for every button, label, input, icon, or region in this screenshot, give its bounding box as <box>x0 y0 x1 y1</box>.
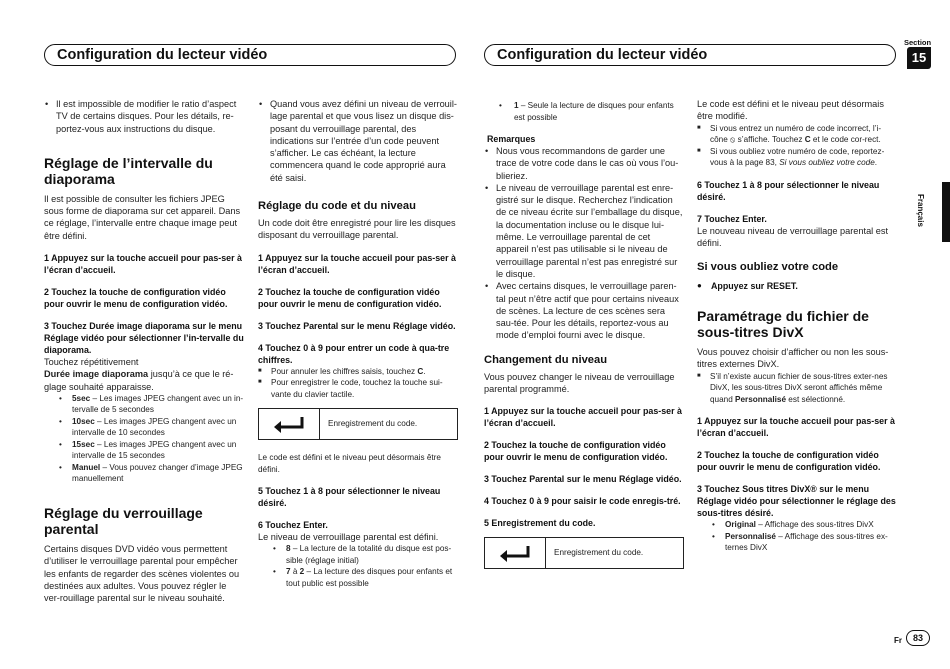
divx-note: ■ S’il n’existe aucun fichier de sous-titres exter-nes DivX, les sous-titres DivX seront affichés même quand Personnalisé est sélectionné. <box>697 371 897 406</box>
heading-oubliez: Si vous oubliez votre code <box>697 261 839 274</box>
note-1: • Nous vous recommandons de garder une trace de votre code dans le cas où vous l’ou-blieriez. <box>484 145 684 182</box>
code-step-2: 2 Touchez la touche de configuration vidéo pour ouvrir le menu de configuration vidéo. <box>258 286 442 309</box>
code-step-3: 3 Touchez Parental sur le menu Réglage vidéo. <box>258 320 456 331</box>
divx-text: Vous pouvez choisir d’afficher ou non les sous-titres externes DivX. <box>697 347 889 370</box>
page-number: 83 <box>906 630 930 646</box>
option-10sec: • 10sec – Les images JPEG changent avec un intervalle de 10 secondes <box>44 416 244 439</box>
change-step-4: 4 Touchez 0 à 9 pour saisir le code enregis-tré. <box>484 496 681 507</box>
language-tab-marker <box>942 182 950 242</box>
change-step-2: 2 Touchez la touche de configuration vidéo pour ouvrir le menu de configuration vidéo. <box>484 440 668 463</box>
change-step-1: 1 Appuyez sur la touche accueil pour pas-ser à l’écran d’accueil. <box>484 406 682 429</box>
option-5sec: • 5sec – Les images JPEG changent avec un in-tervalle de 5 secondes <box>44 393 244 416</box>
enter-key-icon <box>485 538 546 568</box>
step3-detail: Durée image diaporama jusqu’à ce que le ré-glage souhaité apparaisse. <box>44 369 234 392</box>
cancel-note: ■ Pour annuler les chiffres saisis, touchez C. <box>258 366 458 378</box>
verrouillage-text: Certains disques DVD vidéo vous permettent d’utiliser le verrouillage parental pour empêcher les enfants de regarder des scènes violentes ou destinées aux adultes. Vous pouvez régler le ver-rouillage parental sur le niveau souhaité. <box>44 543 240 604</box>
code-step-1: 1 Appuyez sur la touche accueil pour pas-ser à l’écran d’accueil. <box>258 252 456 275</box>
remarques-heading: Remarques <box>487 134 536 144</box>
column-1 <box>44 98 244 604</box>
footer-language: Fr <box>894 636 902 645</box>
enter-key-box <box>258 408 458 440</box>
intro-bullet: • Il est impossible de modifier le ratio d’aspect TV de certains disques. Pour les détails, re-portez-vous aux instructions du disque. <box>44 98 244 135</box>
level-1: • 1 – Seule la lecture de disques pour enfants est possible <box>484 100 684 123</box>
prohibited-icon: ⦸ <box>730 135 736 145</box>
right-header-title: Configuration du lecteur vidéo <box>484 44 896 66</box>
divx-option-original: • Original – Affichage des sous-titres DivX <box>697 519 897 531</box>
after-box-text: Le code est défini et le niveau peut désormais être défini. <box>258 453 441 474</box>
heading-divx: Paramétrage du fichier de sous-titres DivX <box>697 308 869 341</box>
heading-code-niveau: Réglage du code et du niveau <box>258 200 416 213</box>
enter-key-box-2 <box>484 537 684 569</box>
diaporama-text: Il est possible de consulter les fichiers JPEG sous forme de diaporama sur cet appareil. Dans ce réglage, l’intervalle entre chaque image peut être défini. <box>44 193 241 241</box>
heading-diaporama: Réglage de l’intervalle du diaporama <box>44 154 213 187</box>
divx-option-personnalise: • Personnalisé – Affichage des sous-titres ex-ternes DivX <box>697 531 897 554</box>
step7-text: Le nouveau niveau de verrouillage parental est défini. <box>697 225 889 248</box>
enter-key-label: Enregistrement du code. <box>328 419 418 429</box>
option-15sec: • 15sec – Les images JPEG changent avec un intervalle de 15 secondes <box>44 439 244 462</box>
step3-note: Touchez répétitivement <box>44 357 139 368</box>
left-header-title: Configuration du lecteur vidéo <box>44 44 456 66</box>
divx-step-1: 1 Appuyez sur la touche accueil pour pas-ser à l’écran d’accueil. <box>697 416 895 439</box>
forgot-code-note: ■ Si vous oubliez votre numéro de code, reportez-vous à la page 83, Si vous oubliez votre code. <box>697 146 897 169</box>
diaporama-step-3: 3 Touchez Durée image diaporama sur le menu Réglage vidéo pour sélectionner l’in-tervalle du diaporama. <box>44 321 244 356</box>
change-step-5: 5 Enregistrement du code. <box>484 518 596 529</box>
parental-bullet: • Quand vous avez défini un niveau de verrouil-lage parental et que vous lisez un disque dis-posant du verrouillage parental, des indications sur l’entrée d’un code peuvent s’afficher. Le cas échéant, la lecture commencera quand le code approprié aura été saisi. <box>258 98 458 184</box>
code-step-5: 5 Touchez 1 à 8 pour sélectionner le niveau désiré. <box>258 486 441 509</box>
column-2 <box>258 98 458 589</box>
section-label: Section <box>904 38 932 47</box>
column-4 <box>697 98 897 554</box>
step6-text: Le niveau de verrouillage parental est défini. <box>258 532 439 543</box>
enter-key-label: Enregistrement du code. <box>554 548 644 558</box>
column-3 <box>484 100 684 569</box>
section-number: 15 <box>907 47 931 69</box>
language-tab: Français <box>916 194 925 227</box>
register-note: ■ Pour enregistrer le code, touchez la touche sui-vante du clavier tactile. <box>258 377 458 400</box>
code-text: Un code doit être enregistré pour lire les disques disposant du verrouillage parental. <box>258 218 456 241</box>
option-manuel: • Manuel – Vous pouvez changer d’image JPEG manuellement <box>44 462 244 485</box>
code-step-4: 4 Touchez 0 à 9 pour entrer un code à qua-tre chiffres. <box>258 342 450 365</box>
divx-step-3: 3 Touchez Sous titres DivX® sur le menu Réglage vidéo pour sélectionner le réglage des sous-titres désiré. <box>697 484 896 519</box>
change-step-3: 3 Touchez Parental sur le menu Réglage vidéo. <box>484 474 682 485</box>
heading-verrouillage: Réglage du verrouillage parental <box>44 504 203 537</box>
enter-key-icon <box>259 409 320 439</box>
top-text: Le code est défini et le niveau peut désormais être modifié. <box>697 99 884 122</box>
note-2: • Le niveau de verrouillage parental est enre-gistré sur le disque. Recherchez l’indication de ce niveau écrite sur l’emballage du disque, la documentation incluse ou le disque lui-même. Le verrouillage parental de cet appareil n’est pas utilisable si le niveau de verrouillage parental n’est pas enregistré sur le disque. <box>484 182 684 280</box>
diaporama-step-2: 2 Touchez la touche de configuration vidéo pour ouvrir le menu de configuration vidéo. <box>44 287 228 310</box>
reset-instruction: ● Appuyez sur RESET. <box>697 280 897 292</box>
level-8: • 8 – La lecture de la totalité du disque est pos-sible (réglage initial) <box>258 543 458 566</box>
note-3: • Avec certains disques, le verrouillage paren-tal peut n’être actif que pour certains niveaux de scènes. La lecture de ces scènes sera sau-tée. Pour les détails, reportez-vous au mode d’emploi fourni avec le disque. <box>484 280 684 341</box>
divx-step-2: 2 Touchez la touche de configuration vidéo pour ouvrir le menu de configuration vidéo. <box>697 450 881 473</box>
level-7-2: • 7 à 2 – La lecture des disques pour enfants et tout public est possible <box>258 566 458 589</box>
wrong-code-note: ■ Si vous entrez un numéro de code incorrect, l’i-cône ⦸ s’affiche. Touchez C et le code cor-rect. <box>697 123 897 146</box>
heading-changement: Changement du niveau <box>484 353 608 366</box>
diaporama-step-1: 1 Appuyez sur la touche accueil pour pas-ser à l’écran d’accueil. <box>44 253 242 276</box>
changement-text: Vous pouvez changer le niveau de verrouillage parental programmé. <box>484 371 675 395</box>
level-step-7: 7 Touchez Enter. <box>697 213 767 224</box>
code-step-6: 6 Touchez Enter. <box>258 520 328 531</box>
level-step-6: 6 Touchez 1 à 8 pour sélectionner le niveau désiré. <box>697 179 880 202</box>
